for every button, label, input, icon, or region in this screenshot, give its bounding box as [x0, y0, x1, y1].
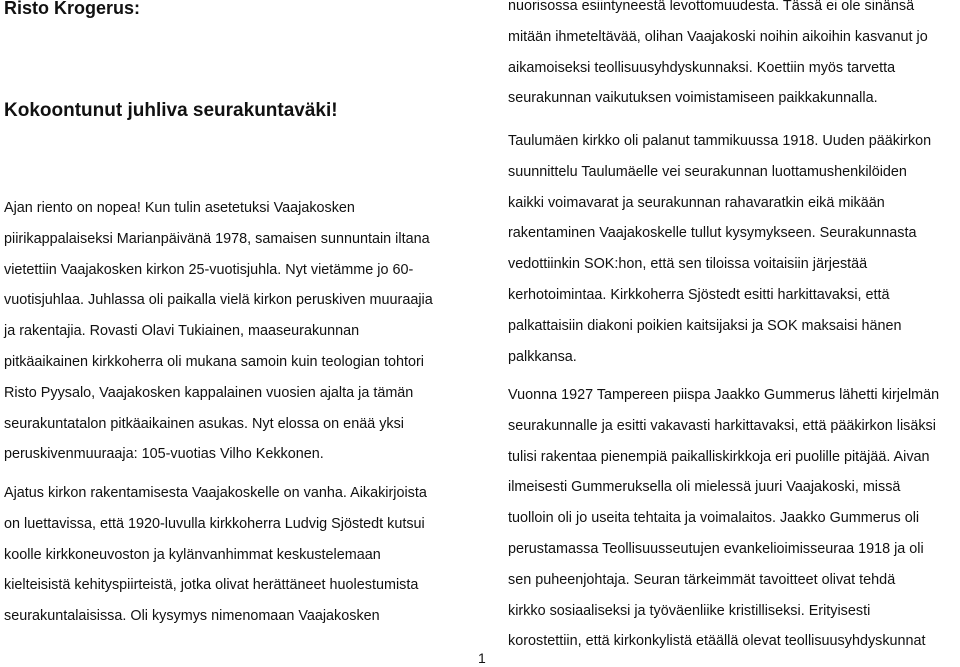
- right-paragraph-2: [508, 126, 931, 372]
- text-line: vedottiinkin SOK:hon, että sen tiloissa voitaisiin järjestää: [508, 256, 868, 273]
- text-line: seurakunnalle ja esitti vakavasti harkittavaksi, että pääkirkon lisäksi: [508, 417, 936, 434]
- text-line: tuolloin oli jo useita tehtaita ja voimalaitos. Jaakko Gummerus oli: [508, 510, 920, 527]
- text-line: seurakuntalaisissa. Oli kysymys nimenomaan Vaajakosken: [4, 608, 380, 625]
- text-line: kielteisistä kehityspiirteistä, jotka olivat herättäneet huolestumista: [4, 577, 419, 594]
- text-line: aikamoiseksi teollisuusyhdyskunnaksi. Koettiin myös tarvetta: [508, 59, 896, 76]
- text-line: Ajan riento on nopea! Kun tulin asetetuksi Vaajakosken: [4, 200, 355, 216]
- right-paragraph-3: [508, 380, 939, 657]
- article-title: Kokoontunut juhliva seurakuntaväki!: [4, 100, 338, 121]
- text-line: tulisi rakentaa pienempiä paikalliskirkkoja eri puolille pitäjää. Aivan: [508, 448, 930, 465]
- text-line: Risto Pyysalo, Vaajakosken kappalainen vuosien ajalta ja tämän: [4, 384, 414, 401]
- left-paragraph-2: [4, 478, 427, 632]
- text-line: piirikappalaiseksi Marianpäivänä 1978, samaisen sunnuntain iltana: [4, 230, 430, 247]
- text-line: on luettavissa, että 1920-luvulla kirkkoherra Ludvig Sjöstedt kutsui: [4, 515, 425, 532]
- text-line: kaikki voimavarat ja seurakunnan rahavaratkin eikä mikään: [508, 194, 885, 211]
- text-line: suunnittelu Taulumäelle vei seurakunnan luottamushenkilöiden: [508, 163, 907, 180]
- text-line: Vuonna 1927 Tampereen piispa Jaakko Gummerus lähetti kirjelmän: [508, 387, 940, 403]
- text-line: seurakuntatalon pitkäaikainen asukas. Nyt elossa on enää yksi: [4, 415, 404, 432]
- page-number: 1: [478, 650, 486, 666]
- author-heading: Risto Krogerus:: [4, 0, 141, 18]
- text-line: ilmeisesti Gummeruksella oli mielessä juuri Vaajakoski, missä: [508, 479, 901, 496]
- text-line: perustamassa Teollisuusseutujen evankelioimisseuraa 1918 ja oli: [508, 540, 924, 557]
- text-line: palkkansa.: [508, 348, 577, 365]
- right-paragraph-1: [508, 0, 928, 114]
- text-line: peruskivenmuuraaja: 105-vuotias Vilho Kekkonen.: [4, 446, 324, 463]
- text-line: Ajatus kirkon rakentamisesta Vaajakoskelle on vanha. Aikakirjoista: [4, 485, 427, 501]
- text-line: sen puheenjohtaja. Seuran tärkeimmät tavoitteet olivat tehdä: [508, 571, 896, 588]
- left-paragraph-1: [4, 193, 433, 470]
- text-line: vuotisjuhlaa. Juhlassa oli paikalla vielä kirkon peruskiven muuraajia: [4, 292, 433, 309]
- text-line: pitkäaikainen kirkkoherra oli mukana samoin kuin teologian tohtori: [4, 353, 424, 370]
- text-line: mitään ihmeteltävää, olihan Vaajakoski noihin aikoihin kasvanut jo: [508, 28, 928, 45]
- text-line: korostettiin, että kirkonkylistä etäällä olevat teollisuusyhdyskunnat: [508, 633, 926, 650]
- text-line: kirkko sosiaaliseksi ja työväenliike kristilliseksi. Erityisesti: [508, 602, 871, 619]
- text-line: palkattaisiin diakoni poikien kaitsijaksi ja SOK maksaisi hänen: [508, 317, 902, 334]
- text-line: nuorisossa esiintyneestä levottomuudesta. Tässä ei ole sinänsä: [508, 0, 915, 14]
- text-line: rakentaminen Vaajakoskelle tullut kysymykseen. Seurakunnasta: [508, 225, 917, 242]
- text-line: koolle kirkkoneuvoston ja kylänvanhimmat keskustelemaan: [4, 546, 381, 563]
- text-line: seurakunnan vaikutuksen voimistamiseen paikkakunnalla.: [508, 90, 878, 107]
- text-line: vietettiin Vaajakosken kirkon 25-vuotisjuhla. Nyt vietämme jo 60-: [4, 261, 414, 278]
- text-line: ja rakentajia. Rovasti Olavi Tukiainen, maaseurakunnan: [4, 323, 360, 340]
- text-line: Taulumäen kirkko oli palanut tammikuussa 1918. Uuden pääkirkon: [508, 133, 932, 149]
- text-line: kerhotoimintaa. Kirkkoherra Sjöstedt esitti harkittavaksi, että: [508, 286, 890, 303]
